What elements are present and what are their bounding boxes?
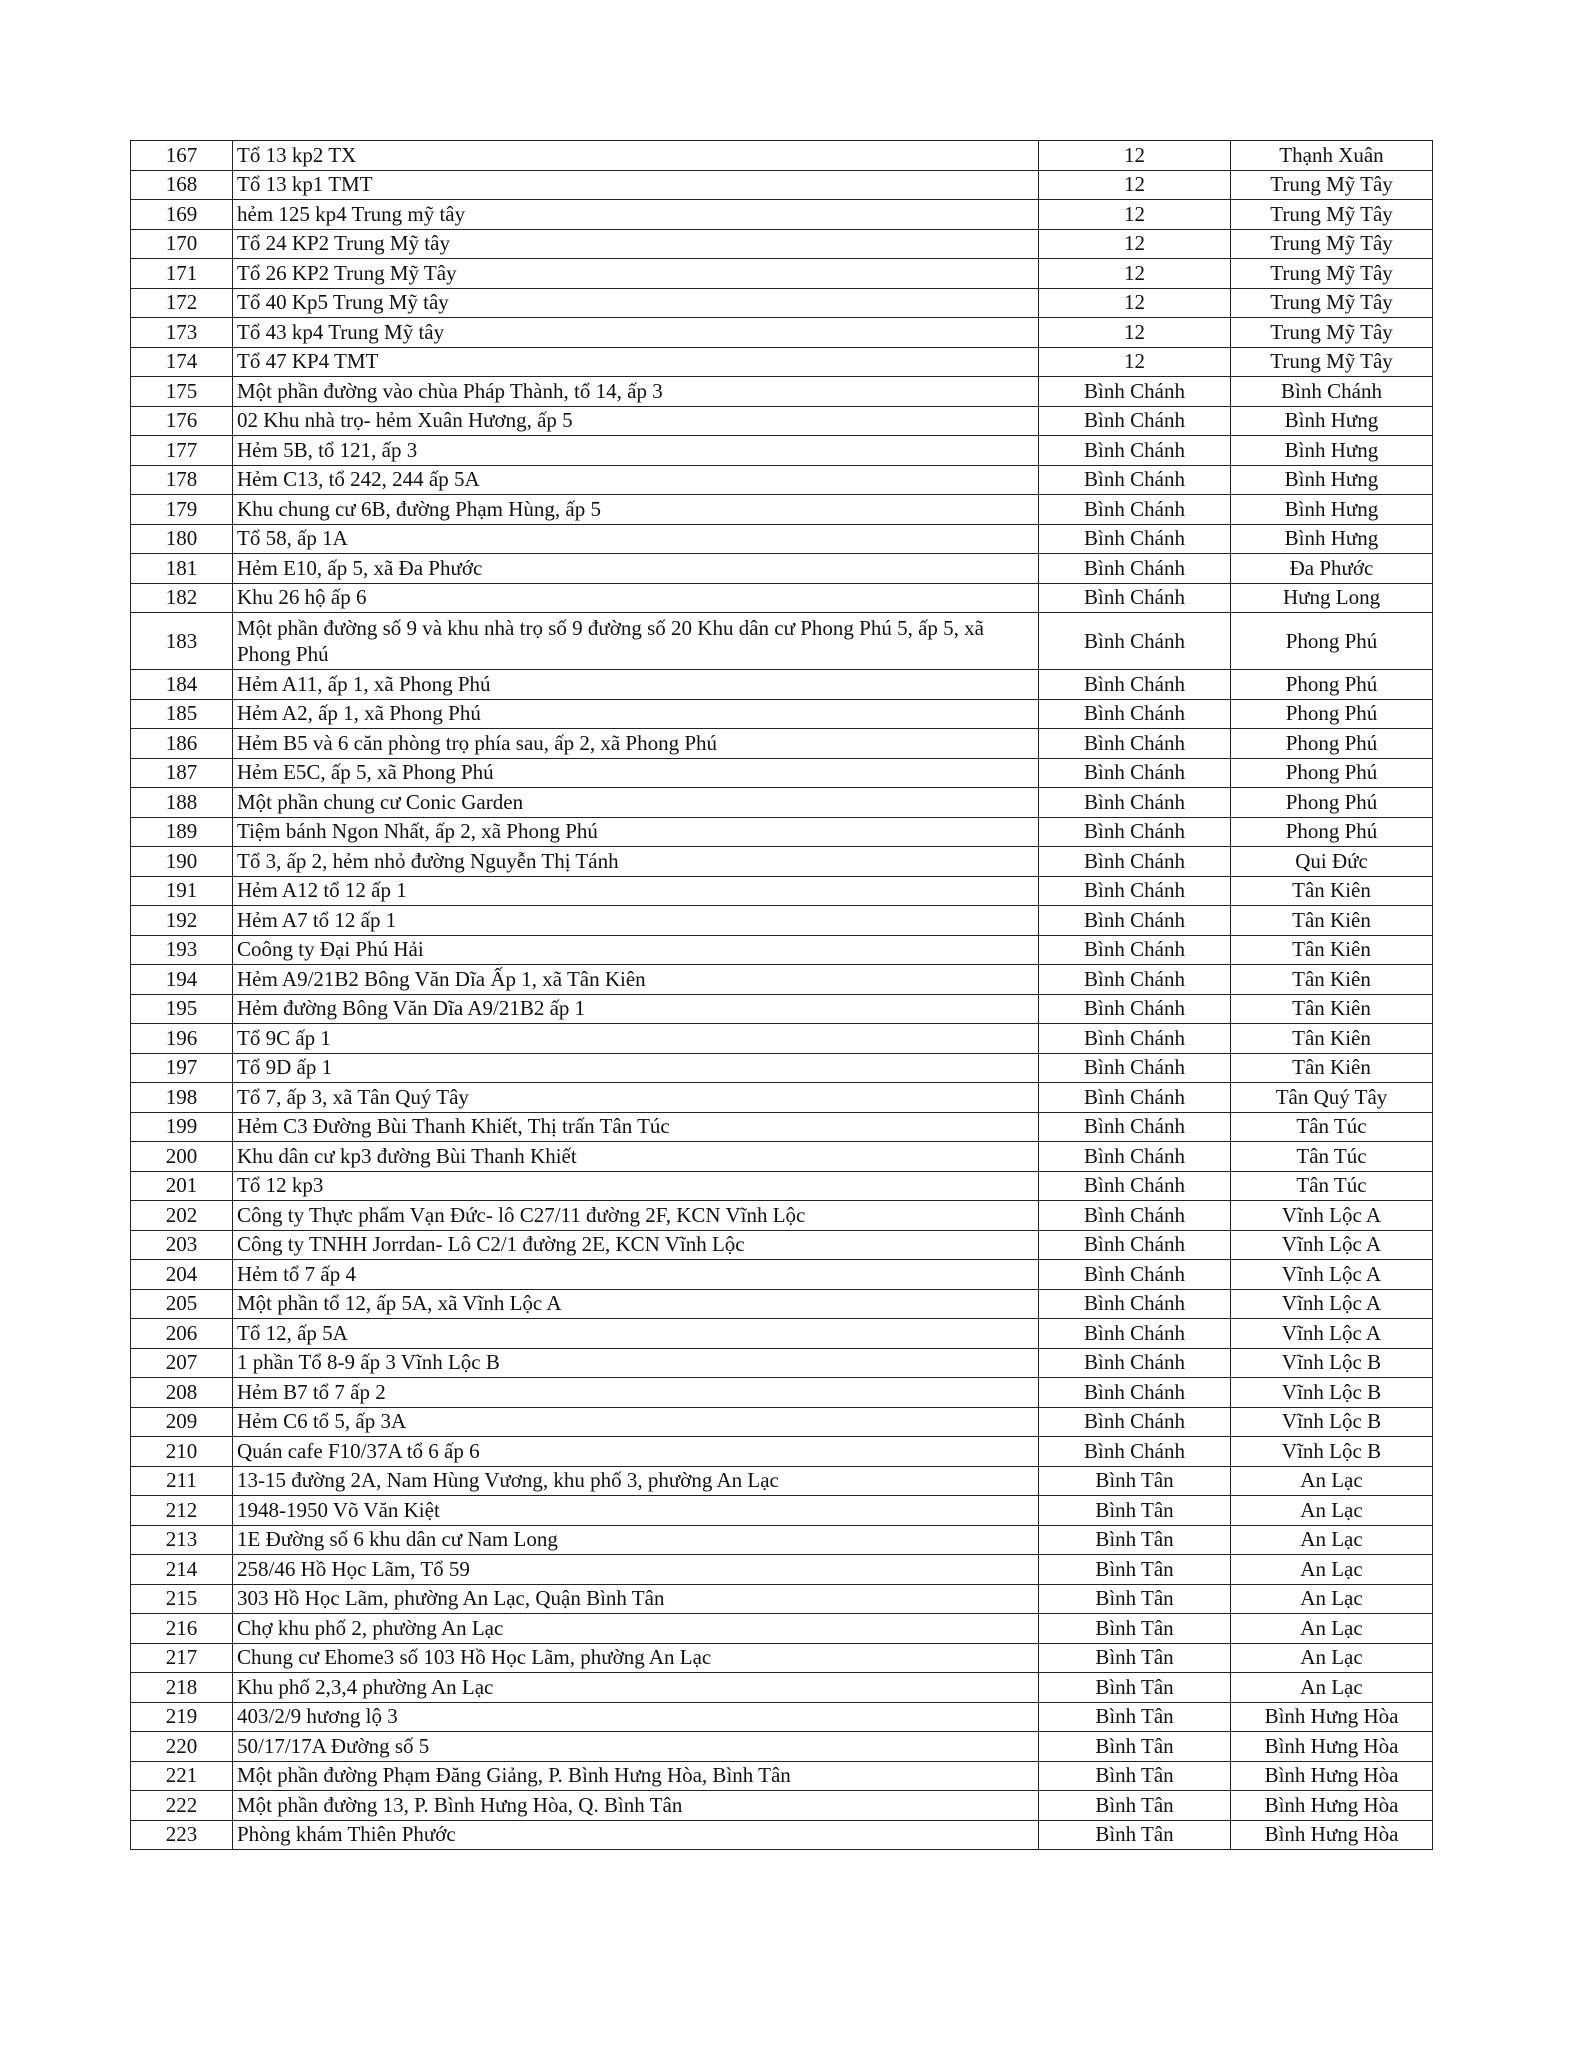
row-number: 176	[131, 406, 233, 436]
location-cell: Quán cafe F10/37A tổ 6 ấp 6	[233, 1437, 1039, 1467]
district-cell: Bình Chánh	[1039, 1142, 1231, 1172]
district-cell: Bình Chánh	[1039, 524, 1231, 554]
row-number: 201	[131, 1171, 233, 1201]
location-cell: Coông ty Đại Phú Hải	[233, 935, 1039, 965]
row-number: 209	[131, 1407, 233, 1437]
table-row	[131, 847, 1433, 877]
row-number: 198	[131, 1083, 233, 1113]
table-row	[131, 876, 1433, 906]
district-cell: Bình Chánh	[1039, 994, 1231, 1024]
location-cell: Công ty Thực phẩm Vạn Đức- lô C27/11 đường 2F, KCN Vĩnh Lộc	[233, 1201, 1039, 1231]
location-cell: hẻm 125 kp4 Trung mỹ tây	[233, 200, 1039, 230]
row-number: 182	[131, 583, 233, 613]
district-cell: Bình Chánh	[1039, 699, 1231, 729]
row-number: 170	[131, 229, 233, 259]
district-cell: Bình Chánh	[1039, 1083, 1231, 1113]
location-cell: Khu 26 hộ ấp 6	[233, 583, 1039, 613]
ward-cell: Tân Quý Tây	[1231, 1083, 1433, 1113]
row-number: 212	[131, 1496, 233, 1526]
row-number: 188	[131, 788, 233, 818]
district-cell: Bình Chánh	[1039, 377, 1231, 407]
row-number: 220	[131, 1732, 233, 1762]
district-cell: Bình Chánh	[1039, 1437, 1231, 1467]
ward-cell: Vĩnh Lộc A	[1231, 1289, 1433, 1319]
table-row	[131, 1230, 1433, 1260]
row-number: 222	[131, 1791, 233, 1821]
district-cell: Bình Chánh	[1039, 670, 1231, 700]
table-row	[131, 583, 1433, 613]
ward-cell: Tân Kiên	[1231, 906, 1433, 936]
ward-cell: Bình Hưng Hòa	[1231, 1820, 1433, 1850]
table-row	[131, 1112, 1433, 1142]
location-cell: 02 Khu nhà trọ- hẻm Xuân Hương, ấp 5	[233, 406, 1039, 436]
location-cell: Tổ 12, ấp 5A	[233, 1319, 1039, 1349]
ward-cell: Vĩnh Lộc A	[1231, 1230, 1433, 1260]
table-row	[131, 1083, 1433, 1113]
table-row	[131, 259, 1433, 289]
table-row	[131, 758, 1433, 788]
row-number: 221	[131, 1761, 233, 1791]
table-row	[131, 141, 1433, 171]
table-row	[131, 1260, 1433, 1290]
ward-cell: Đa Phước	[1231, 554, 1433, 584]
district-cell: 12	[1039, 141, 1231, 171]
district-cell: Bình Tân	[1039, 1614, 1231, 1644]
location-cell: Hẻm 5B, tổ 121, ấp 3	[233, 436, 1039, 466]
table-row	[131, 406, 1433, 436]
location-cell: 403/2/9 hương lộ 3	[233, 1702, 1039, 1732]
row-number: 196	[131, 1024, 233, 1054]
district-cell: Bình Chánh	[1039, 1348, 1231, 1378]
ward-cell: Tân Kiên	[1231, 965, 1433, 995]
ward-cell: An Lạc	[1231, 1466, 1433, 1496]
row-number: 194	[131, 965, 233, 995]
ward-cell: Trung Mỹ Tây	[1231, 288, 1433, 318]
row-number: 206	[131, 1319, 233, 1349]
location-cell: Một phần đường số 9 và khu nhà trọ số 9 đường số 20 Khu dân cư Phong Phú 5, ấp 5, xã Phong Phú	[233, 613, 1039, 670]
ward-cell: Bình Hưng Hòa	[1231, 1761, 1433, 1791]
table-row	[131, 1525, 1433, 1555]
location-cell: Hẻm E5C, ấp 5, xã Phong Phú	[233, 758, 1039, 788]
location-cell: Tổ 13 kp2 TX	[233, 141, 1039, 171]
ward-cell: Trung Mỹ Tây	[1231, 347, 1433, 377]
location-cell: Khu phố 2,3,4 phường An Lạc	[233, 1673, 1039, 1703]
table-row	[131, 377, 1433, 407]
district-cell: Bình Chánh	[1039, 847, 1231, 877]
location-cell: Hẻm B7 tổ 7 ấp 2	[233, 1378, 1039, 1408]
district-cell: Bình Chánh	[1039, 1024, 1231, 1054]
location-cell: Tổ 47 KP4 TMT	[233, 347, 1039, 377]
district-cell: 12	[1039, 229, 1231, 259]
location-cell: Một phần đường 13, P. Bình Hưng Hòa, Q. Bình Tân	[233, 1791, 1039, 1821]
table-row	[131, 495, 1433, 525]
table-row	[131, 288, 1433, 318]
location-cell: Hẻm tổ 7 ấp 4	[233, 1260, 1039, 1290]
ward-cell: Trung Mỹ Tây	[1231, 318, 1433, 348]
district-cell: Bình Tân	[1039, 1466, 1231, 1496]
location-cell: Một phần đường vào chùa Pháp Thành, tổ 14, ấp 3	[233, 377, 1039, 407]
row-number: 199	[131, 1112, 233, 1142]
location-cell: Tổ 9D ấp 1	[233, 1053, 1039, 1083]
table-row	[131, 347, 1433, 377]
district-cell: 12	[1039, 259, 1231, 289]
ward-cell: Vĩnh Lộc A	[1231, 1260, 1433, 1290]
ward-cell: Phong Phú	[1231, 788, 1433, 818]
ward-cell: Phong Phú	[1231, 729, 1433, 759]
table-row	[131, 200, 1433, 230]
district-cell: Bình Tân	[1039, 1791, 1231, 1821]
ward-cell: An Lạc	[1231, 1614, 1433, 1644]
location-cell: Hẻm A9/21B2 Bông Văn Dĩa Ấp 1, xã Tân Kiên	[233, 965, 1039, 995]
district-cell: Bình Chánh	[1039, 436, 1231, 466]
row-number: 174	[131, 347, 233, 377]
table-row	[131, 1171, 1433, 1201]
location-cell: 13-15 đường 2A, Nam Hùng Vương, khu phố 3, phường An Lạc	[233, 1466, 1039, 1496]
ward-cell: Bình Hưng	[1231, 465, 1433, 495]
row-number: 192	[131, 906, 233, 936]
table-row	[131, 1378, 1433, 1408]
row-number: 181	[131, 554, 233, 584]
district-cell: Bình Chánh	[1039, 758, 1231, 788]
location-cell: Tổ 12 kp3	[233, 1171, 1039, 1201]
row-number: 187	[131, 758, 233, 788]
table-row	[131, 699, 1433, 729]
table-row	[131, 436, 1433, 466]
row-number: 177	[131, 436, 233, 466]
table-row	[131, 817, 1433, 847]
location-cell: 303 Hồ Học Lãm, phường An Lạc, Quận Bình Tân	[233, 1584, 1039, 1614]
ward-cell: An Lạc	[1231, 1584, 1433, 1614]
table-row	[131, 1761, 1433, 1791]
district-cell: Bình Tân	[1039, 1496, 1231, 1526]
district-cell: Bình Chánh	[1039, 1230, 1231, 1260]
district-cell: Bình Tân	[1039, 1673, 1231, 1703]
location-cell: Tổ 43 kp4 Trung Mỹ tây	[233, 318, 1039, 348]
ward-cell: Bình Hưng Hòa	[1231, 1791, 1433, 1821]
row-number: 216	[131, 1614, 233, 1644]
row-number: 213	[131, 1525, 233, 1555]
location-cell: 258/46 Hồ Học Lãm, Tổ 59	[233, 1555, 1039, 1585]
district-cell: Bình Chánh	[1039, 788, 1231, 818]
ward-cell: Thạnh Xuân	[1231, 141, 1433, 171]
ward-cell: Tân Kiên	[1231, 1024, 1433, 1054]
row-number: 202	[131, 1201, 233, 1231]
row-number: 191	[131, 876, 233, 906]
district-cell: Bình Chánh	[1039, 1201, 1231, 1231]
ward-cell: Bình Hưng Hòa	[1231, 1702, 1433, 1732]
location-cell: Hẻm A7 tổ 12 ấp 1	[233, 906, 1039, 936]
row-number: 190	[131, 847, 233, 877]
location-cell: Một phần đường Phạm Đăng Giảng, P. Bình Hưng Hòa, Bình Tân	[233, 1761, 1039, 1791]
ward-cell: An Lạc	[1231, 1673, 1433, 1703]
location-cell: Chung cư Ehome3 số 103 Hồ Học Lãm, phường An Lạc	[233, 1643, 1039, 1673]
district-cell: Bình Chánh	[1039, 1407, 1231, 1437]
ward-cell: Phong Phú	[1231, 613, 1433, 670]
row-number: 218	[131, 1673, 233, 1703]
row-number: 200	[131, 1142, 233, 1172]
ward-cell: Tân Túc	[1231, 1112, 1433, 1142]
row-number: 183	[131, 613, 233, 670]
table-row	[131, 1614, 1433, 1644]
district-cell: Bình Tân	[1039, 1732, 1231, 1762]
location-cell: Một phần chung cư Conic Garden	[233, 788, 1039, 818]
district-cell: Bình Chánh	[1039, 935, 1231, 965]
table-row	[131, 1319, 1433, 1349]
district-cell: 12	[1039, 170, 1231, 200]
location-cell: Hẻm E10, ấp 5, xã Đa Phước	[233, 554, 1039, 584]
row-number: 214	[131, 1555, 233, 1585]
district-cell: Bình Chánh	[1039, 817, 1231, 847]
table-row	[131, 170, 1433, 200]
district-cell: Bình Tân	[1039, 1584, 1231, 1614]
location-cell: 50/17/17A Đường số 5	[233, 1732, 1039, 1762]
locations-table	[130, 140, 1433, 1850]
district-cell: Bình Chánh	[1039, 465, 1231, 495]
table-row	[131, 1201, 1433, 1231]
location-cell: Hẻm B5 và 6 căn phòng trọ phía sau, ấp 2, xã Phong Phú	[233, 729, 1039, 759]
location-cell: Hẻm C13, tổ 242, 244 ấp 5A	[233, 465, 1039, 495]
row-number: 211	[131, 1466, 233, 1496]
location-cell: Công ty TNHH Jorrdan- Lô C2/1 đường 2E, KCN Vĩnh Lộc	[233, 1230, 1039, 1260]
table-row	[131, 613, 1433, 670]
row-number: 203	[131, 1230, 233, 1260]
row-number: 171	[131, 259, 233, 289]
location-cell: Hẻm A11, ấp 1, xã Phong Phú	[233, 670, 1039, 700]
district-cell: Bình Chánh	[1039, 1053, 1231, 1083]
table-row	[131, 729, 1433, 759]
table-row	[131, 1820, 1433, 1850]
district-cell: Bình Tân	[1039, 1761, 1231, 1791]
location-cell: Tổ 3, ấp 2, hẻm nhỏ đường Nguyễn Thị Tánh	[233, 847, 1039, 877]
table-row	[131, 1702, 1433, 1732]
row-number: 197	[131, 1053, 233, 1083]
district-cell: 12	[1039, 288, 1231, 318]
table-row	[131, 1791, 1433, 1821]
ward-cell: An Lạc	[1231, 1555, 1433, 1585]
location-cell: Tổ 13 kp1 TMT	[233, 170, 1039, 200]
district-cell: Bình Tân	[1039, 1525, 1231, 1555]
location-cell: Hẻm A12 tổ 12 ấp 1	[233, 876, 1039, 906]
row-number: 168	[131, 170, 233, 200]
row-number: 210	[131, 1437, 233, 1467]
row-number: 169	[131, 200, 233, 230]
ward-cell: Tân Kiên	[1231, 935, 1433, 965]
location-cell: Phòng khám Thiên Phước	[233, 1820, 1039, 1850]
ward-cell: An Lạc	[1231, 1525, 1433, 1555]
ward-cell: Bình Hưng	[1231, 436, 1433, 466]
ward-cell: An Lạc	[1231, 1496, 1433, 1526]
location-cell: Hẻm C6 tổ 5, ấp 3A	[233, 1407, 1039, 1437]
table-row	[131, 524, 1433, 554]
row-number: 180	[131, 524, 233, 554]
ward-cell: Trung Mỹ Tây	[1231, 229, 1433, 259]
ward-cell: Vĩnh Lộc B	[1231, 1407, 1433, 1437]
table-row	[131, 670, 1433, 700]
district-cell: Bình Chánh	[1039, 1378, 1231, 1408]
table-row	[131, 1732, 1433, 1762]
ward-cell: Phong Phú	[1231, 670, 1433, 700]
district-cell: Bình Chánh	[1039, 1319, 1231, 1349]
district-cell: 12	[1039, 318, 1231, 348]
ward-cell: Tân Kiên	[1231, 994, 1433, 1024]
district-cell: Bình Chánh	[1039, 876, 1231, 906]
row-number: 172	[131, 288, 233, 318]
row-number: 178	[131, 465, 233, 495]
row-number: 173	[131, 318, 233, 348]
table-row	[131, 1466, 1433, 1496]
district-cell: Bình Chánh	[1039, 906, 1231, 936]
ward-cell: Trung Mỹ Tây	[1231, 259, 1433, 289]
row-number: 215	[131, 1584, 233, 1614]
row-number: 217	[131, 1643, 233, 1673]
row-number: 167	[131, 141, 233, 171]
table-row	[131, 1407, 1433, 1437]
row-number: 219	[131, 1702, 233, 1732]
location-cell: Khu dân cư kp3 đường Bùi Thanh Khiết	[233, 1142, 1039, 1172]
ward-cell: Phong Phú	[1231, 699, 1433, 729]
row-number: 207	[131, 1348, 233, 1378]
ward-cell: Qui Đức	[1231, 847, 1433, 877]
row-number: 189	[131, 817, 233, 847]
ward-cell: Bình Hưng Hòa	[1231, 1732, 1433, 1762]
district-cell: Bình Chánh	[1039, 406, 1231, 436]
ward-cell: Vĩnh Lộc A	[1231, 1201, 1433, 1231]
table-row	[131, 1643, 1433, 1673]
district-cell: Bình Tân	[1039, 1702, 1231, 1732]
district-cell: Bình Tân	[1039, 1555, 1231, 1585]
row-number: 184	[131, 670, 233, 700]
table-row	[131, 318, 1433, 348]
district-cell: 12	[1039, 347, 1231, 377]
ward-cell: Bình Chánh	[1231, 377, 1433, 407]
table-row	[131, 1584, 1433, 1614]
location-cell: Một phần tổ 12, ấp 5A, xã Vĩnh Lộc A	[233, 1289, 1039, 1319]
district-cell: Bình Chánh	[1039, 495, 1231, 525]
district-cell: 12	[1039, 200, 1231, 230]
location-cell: 1E Đường số 6 khu dân cư Nam Long	[233, 1525, 1039, 1555]
location-cell: Tổ 58, ấp 1A	[233, 524, 1039, 554]
table-row	[131, 906, 1433, 936]
district-cell: Bình Tân	[1039, 1643, 1231, 1673]
location-cell: Tiệm bánh Ngon Nhất, ấp 2, xã Phong Phú	[233, 817, 1039, 847]
ward-cell: Tân Kiên	[1231, 876, 1433, 906]
location-cell: 1 phần Tổ 8-9 ấp 3 Vĩnh Lộc B	[233, 1348, 1039, 1378]
ward-cell: Phong Phú	[1231, 758, 1433, 788]
ward-cell: Vĩnh Lộc B	[1231, 1378, 1433, 1408]
table-body	[131, 141, 1433, 1850]
table-row	[131, 554, 1433, 584]
location-cell: Tổ 24 KP2 Trung Mỹ tây	[233, 229, 1039, 259]
ward-cell: Bình Hưng	[1231, 406, 1433, 436]
row-number: 179	[131, 495, 233, 525]
location-cell: Tổ 9C ấp 1	[233, 1024, 1039, 1054]
district-cell: Bình Chánh	[1039, 965, 1231, 995]
ward-cell: Vĩnh Lộc B	[1231, 1437, 1433, 1467]
table-row	[131, 1024, 1433, 1054]
table-row	[131, 1053, 1433, 1083]
ward-cell: Bình Hưng	[1231, 524, 1433, 554]
district-cell: Bình Chánh	[1039, 1112, 1231, 1142]
ward-cell: Trung Mỹ Tây	[1231, 170, 1433, 200]
district-cell: Bình Chánh	[1039, 1289, 1231, 1319]
table-row	[131, 994, 1433, 1024]
location-cell: Hẻm A2, ấp 1, xã Phong Phú	[233, 699, 1039, 729]
row-number: 205	[131, 1289, 233, 1319]
location-cell: 1948-1950 Võ Văn Kiệt	[233, 1496, 1039, 1526]
district-cell: Bình Chánh	[1039, 554, 1231, 584]
table-row	[131, 1437, 1433, 1467]
row-number: 223	[131, 1820, 233, 1850]
location-cell: Chợ khu phố 2, phường An Lạc	[233, 1614, 1039, 1644]
table-row	[131, 935, 1433, 965]
location-cell: Hẻm đường Bông Văn Dĩa A9/21B2 ấp 1	[233, 994, 1039, 1024]
location-cell: Tổ 7, ấp 3, xã Tân Quý Tây	[233, 1083, 1039, 1113]
ward-cell: Vĩnh Lộc A	[1231, 1319, 1433, 1349]
ward-cell: Vĩnh Lộc B	[1231, 1348, 1433, 1378]
ward-cell: Phong Phú	[1231, 817, 1433, 847]
table-row	[131, 1142, 1433, 1172]
row-number: 193	[131, 935, 233, 965]
location-cell: Tổ 26 KP2 Trung Mỹ Tây	[233, 259, 1039, 289]
location-cell: Khu chung cư 6B, đường Phạm Hùng, ấp 5	[233, 495, 1039, 525]
table-row	[131, 1496, 1433, 1526]
ward-cell: Tân Kiên	[1231, 1053, 1433, 1083]
location-cell: Hẻm C3 Đường Bùi Thanh Khiết, Thị trấn Tân Túc	[233, 1112, 1039, 1142]
table-row	[131, 465, 1433, 495]
table-row	[131, 1289, 1433, 1319]
table-row	[131, 965, 1433, 995]
district-cell: Bình Tân	[1039, 1820, 1231, 1850]
table-row	[131, 229, 1433, 259]
ward-cell: Tân Túc	[1231, 1142, 1433, 1172]
district-cell: Bình Chánh	[1039, 583, 1231, 613]
row-number: 195	[131, 994, 233, 1024]
table-row	[131, 1673, 1433, 1703]
row-number: 204	[131, 1260, 233, 1290]
ward-cell: An Lạc	[1231, 1643, 1433, 1673]
ward-cell: Bình Hưng	[1231, 495, 1433, 525]
district-cell: Bình Chánh	[1039, 1171, 1231, 1201]
district-cell: Bình Chánh	[1039, 1260, 1231, 1290]
row-number: 185	[131, 699, 233, 729]
row-number: 186	[131, 729, 233, 759]
district-cell: Bình Chánh	[1039, 613, 1231, 670]
table-row	[131, 1555, 1433, 1585]
district-cell: Bình Chánh	[1039, 729, 1231, 759]
ward-cell: Trung Mỹ Tây	[1231, 200, 1433, 230]
ward-cell: Tân Túc	[1231, 1171, 1433, 1201]
table-row	[131, 788, 1433, 818]
location-cell: Tổ 40 Kp5 Trung Mỹ tây	[233, 288, 1039, 318]
row-number: 208	[131, 1378, 233, 1408]
row-number: 175	[131, 377, 233, 407]
ward-cell: Hưng Long	[1231, 583, 1433, 613]
table-row	[131, 1348, 1433, 1378]
